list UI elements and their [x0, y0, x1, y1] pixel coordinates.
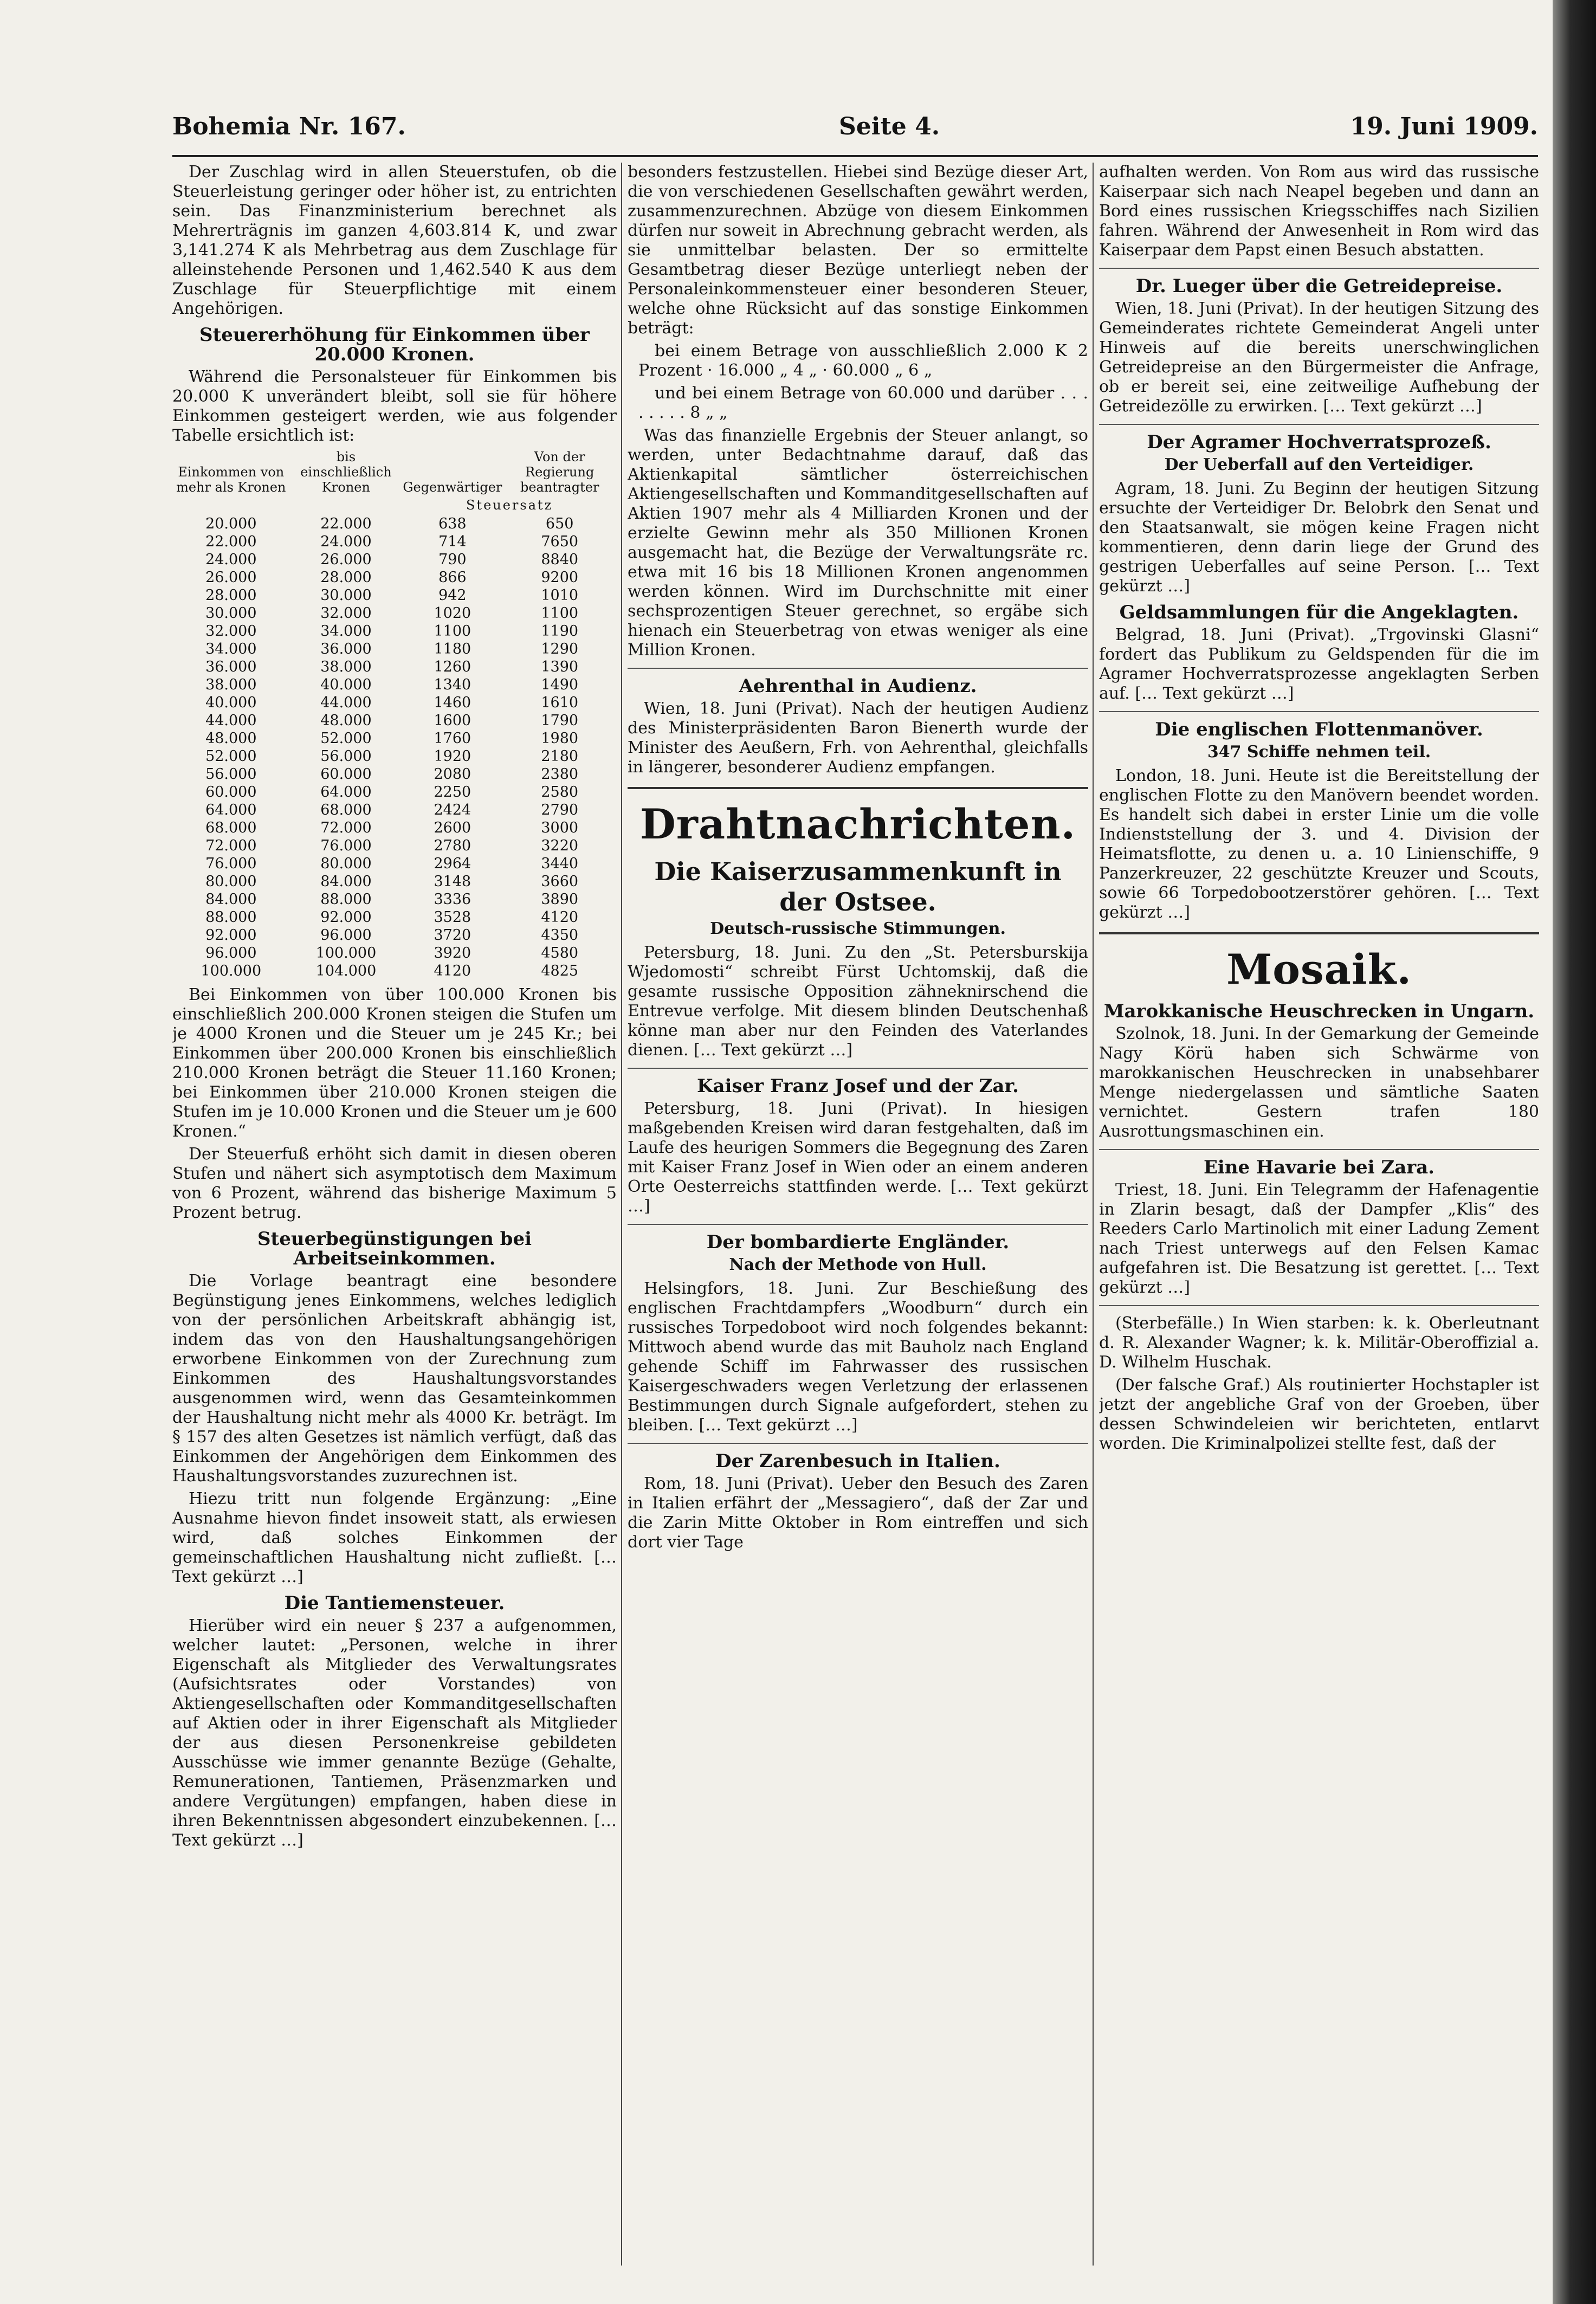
header-rule	[172, 155, 1538, 157]
table-cell: 68.000	[320, 802, 372, 818]
divider	[1099, 1305, 1539, 1306]
column-2	[628, 163, 1088, 2276]
table-row	[172, 765, 617, 783]
table-cell: 1760	[434, 730, 471, 747]
table-cell: 84.000	[205, 891, 257, 908]
table-cell: 7650	[541, 533, 579, 550]
table-header: bis einschließlich Kronen	[300, 449, 392, 495]
article-text: aufhalten werden. Von Rom aus wird das russische Kaiserpaar sich nach Neapel begeben und dann an Bord eines russischen Kriegsschiffes nach Sizilien fahren. Während der Anwesenheit in Rom wird das Kaiserpaar dem Papst einen Besuch abstatten.	[1099, 163, 1539, 260]
article-text: Triest, 18. Juni. Ein Telegramm der Hafenagentie in Zlarin besagt, daß der Dampfer „Klis“ des Reeders Carlo Martinolich mit einer Ladung Zement nach Triest unterwegs auf den Felsen Kamac aufgefahren ist. Die Besatzung ist gerettet. [… Text gekürzt …]	[1099, 1180, 1539, 1297]
table-cell: 96.000	[320, 927, 372, 944]
subheading: Deutsch-russische Stimmungen.	[710, 919, 1006, 938]
column-1	[172, 163, 617, 2276]
table-cell: 2780	[434, 837, 471, 854]
table-cell: 96.000	[205, 945, 257, 961]
article-text: Was das finanzielle Ergebnis der Steuer anlangt, so werden, unter Bedachtnahme darauf, daß das Aktienkapital sämtlicher österreichischen Aktiengesellschaften und Kommanditgesellschaften auf Aktien 1907 mehr als 4 Milliarden Kronen und der erzielte Gewinn mehr als 350 Millionen Kronen ausgemacht hat, die Bezüge der Verwaltungsräte rc. etwa mit 16 bis 18 Millionen Kronen angenommen werden können. Wird im Durchschnitte mit einer sechsprozentigen Steuer gerechnet, so ergäbe sich hienach ein Steuerbetrag von etwas weniger als eine Million Kronen.	[628, 426, 1088, 660]
table-cell: 38.000	[320, 659, 372, 675]
table-cell: 1100	[541, 605, 579, 622]
table-row	[172, 819, 617, 837]
table-cell: 52.000	[205, 748, 257, 765]
table-cell: 1020	[434, 605, 471, 622]
section-heading: Der Zarenbesuch in Italien.	[715, 1450, 1000, 1472]
rate-line: bei einem Betrage von ausschließlich 2.000 K 2 Prozent · 16.000 „ 4 „ · 60.000 „ 6 „	[638, 341, 1088, 380]
table-cell: 100.000	[201, 963, 262, 979]
article-text: Belgrad, 18. Juni (Privat). „Trgovinski Glasni“ fordert das Publikum zu Geldspenden für die im Agramer Hochverratsprozesse angeklagten Serben auf. [… Text gekürzt …]	[1099, 625, 1539, 703]
table-row	[172, 515, 617, 533]
table-cell: 2424	[434, 802, 471, 818]
table-cell: 28.000	[320, 569, 372, 586]
article-text: Helsingfors, 18. Juni. Zur Beschießung des englischen Frachtdampfers „Woodburn“ durch ein russisches Torpedoboot wird noch folgendes bekannt: Mittwoch abend wurde das mit Bauholz nach England gehende Schiff im Fahrwasser des russischen Kaisergeschwaders wegen Verletzung der erlassenen Bestimmungen durch Signale aufgefordert, stehen zu bleiben. [… Text gekürzt …]	[628, 1279, 1088, 1435]
scan-edge	[1553, 0, 1596, 2304]
tax-table	[172, 449, 617, 980]
divider	[1099, 1149, 1539, 1150]
table-header: Gegenwärtiger	[403, 480, 502, 495]
table-cell: 38.000	[205, 676, 257, 693]
table-row	[172, 730, 617, 747]
table-cell: 3528	[434, 909, 471, 926]
table-row	[172, 873, 617, 890]
table-cell: 40.000	[205, 694, 257, 711]
table-cell: 9200	[541, 569, 579, 586]
table-row	[172, 586, 617, 604]
table-cell: 4350	[541, 927, 579, 944]
article-text: Bei Einkommen von über 100.000 Kronen bis einschließlich 200.000 Kronen steigen die Stufen um je 4000 Kronen und die Steuer um je 245 Kr.; bei Einkommen über 200.000 Kronen bis einschließlich 210.000 Kronen beträgt die Steuer 11.160 Kronen; bei Einkommen über 210.000 Kronen steigen die Stufen im je 10.000 Kronen und die Steuer um je 600 Kronen.“	[172, 985, 617, 1141]
column-divider	[621, 163, 622, 2266]
table-row	[172, 944, 617, 962]
table-cell: 72.000	[205, 837, 257, 854]
article-text: (Der falsche Graf.) Als routinierter Hochstapler ist jetzt der angebliche Graf von der Groeben, über dessen Schwindeleien wir berichteten, entlarvt worden. Die Kriminalpolizei stellte fest, daß der	[1099, 1376, 1539, 1453]
table-cell: 40.000	[320, 676, 372, 693]
table-row	[172, 551, 617, 569]
article-text: (Sterbefälle.) In Wien starben: k. k. Oberleutnant d. R. Alexander Wagner; k. k. Militär-Oberoffizial a. D. Wilhelm Huschak.	[1099, 1314, 1539, 1372]
table-cell: 638	[438, 515, 467, 532]
table-cell: 4580	[541, 945, 579, 961]
table-cell: 1980	[541, 730, 579, 747]
table-row	[172, 676, 617, 694]
article-text: Hiezu tritt nun folgende Ergänzung: „Eine Ausnahme hievon findet insoweit statt, als erwiesen wird, daß solches Einkommen der gemeinschaftlichen Haushaltung nicht zufließt. [… Text gekürzt …]	[172, 1489, 617, 1586]
section-heading: Die englischen Flottenmanöver.	[1155, 719, 1483, 740]
table-cell: 2180	[541, 748, 579, 765]
table-cell: 26.000	[320, 551, 372, 568]
table-cell: 2790	[541, 802, 579, 818]
article-text: Wien, 18. Juni (Privat). In der heutigen Sitzung des Gemeinderates richtete Gemeinderat Angeli unter Hinweis auf die bereits unerschwinglichen Getreidepreise an den Bürgermeister die Anfrage, ob er bereit sei, eine zeitweilige Aufhebung der Getreidezölle zu erwirken. [… Text gekürzt …]	[1099, 299, 1539, 416]
table-row	[172, 622, 617, 640]
subheading: 347 Schiffe nehmen teil.	[1207, 743, 1431, 761]
masthead-page-number: Seite 4.	[839, 113, 940, 140]
table-cell: 64.000	[205, 802, 257, 818]
table-cell: 80.000	[320, 855, 372, 872]
table-row	[172, 640, 617, 658]
table-cell: 3220	[541, 837, 579, 854]
table-cell: 100.000	[315, 945, 377, 961]
article-text: besonders festzustellen. Hiebei sind Bezüge dieser Art, die von verschiedenen Gesellschaften gewährt werden, zusammenzurechnen. Abzüge von diesem Einkommen dürfen nur soweit in Abrechnung gebracht werden, als sie unmittelbar belasten. Der so ermittelte Gesamtbetrag dieser Bezüge unterliegt neben der Personaleinkommensteuer einer besonderen Steuer, welche ohne Rücksicht auf das sonstige Einkommen beträgt:	[628, 163, 1088, 338]
table-cell: 104.000	[315, 963, 377, 979]
masthead	[172, 107, 1538, 151]
table-cell: 36.000	[205, 659, 257, 675]
table-cell: 34.000	[320, 623, 372, 640]
table-row	[172, 604, 617, 622]
table-cell: 92.000	[205, 927, 257, 944]
divider	[1099, 932, 1539, 934]
masthead-date: 19. Juni 1909.	[1350, 113, 1538, 140]
table-cell: 80.000	[205, 873, 257, 890]
table-cell: 942	[438, 587, 467, 604]
table-row	[172, 926, 617, 944]
table-cell: 4825	[541, 963, 579, 979]
article-text: Der Zuschlag wird in allen Steuerstufen, ob die Steuerleistung geringer oder höher ist, zu entrichten sein. Das Finanzministerium berechnet als Mehrerträgnis im ganzen 4,603.814 K, und zwar 3,141.274 K als Mehrbetrag aus dem Zuschlage für alleinstehende Personen und 1,462.540 K aus dem Zuschlage für Steuerpflichtige mit einem Angehörigen.	[172, 163, 617, 318]
table-cell: 2380	[541, 766, 579, 783]
section-title: Drahtnachrichten.	[639, 800, 1076, 848]
table-cell: 2964	[434, 855, 471, 872]
table-row	[172, 533, 617, 551]
table-cell: 92.000	[320, 909, 372, 926]
table-cell: 30.000	[320, 587, 372, 604]
table-cell: 1490	[541, 676, 579, 693]
table-cell: 866	[438, 569, 467, 586]
table-cell: 72.000	[320, 819, 372, 836]
table-cell: 2600	[434, 819, 471, 836]
table-cell: 650	[545, 515, 574, 532]
table-cell: 1260	[434, 659, 471, 675]
table-header: Von der Regierung beantragter	[520, 449, 599, 495]
subheading: Nach der Methode von Hull.	[729, 1255, 987, 1274]
article-text: Petersburg, 18. Juni. Zu den „St. Petersburskija Wjedomosti“ schreibt Fürst Uchtomskij, daß die gesamte russische Opposition zähneknirschend die Entrevue verfolge. Mit diesem blinden Deutschenhaß könne man aber nur den Feinden des Vaterlandes dienen. [… Text gekürzt …]	[628, 943, 1088, 1060]
article-text: Während die Personalsteuer für Einkommen bis 20.000 K unverändert bleibt, soll sie für höhere Einkommen gesteigert werden, wie aus folgender Tabelle ersichtlich ist:	[172, 367, 617, 445]
table-cell: 84.000	[320, 873, 372, 890]
table-cell: 1920	[434, 748, 471, 765]
table-cell: 1340	[434, 676, 471, 693]
table-cell: 88.000	[205, 909, 257, 926]
table-cell: 714	[438, 533, 467, 550]
table-row	[172, 908, 617, 926]
table-cell: 24.000	[205, 551, 257, 568]
article-text: Die Vorlage beantragt eine besondere Begünstigung jenes Einkommens, welches lediglich von der persönlichen Arbeitskraft abhängig ist, indem das von den Haushaltungsangehörigen erworbene Einkommen von der Zurechnung zum Einkommen des Haushaltungsvorstandes ausgenommen wird, wenn das Gesamteinkommen der Haushaltung nicht mehr als 4000 Kr. beträgt. Im § 157 des alten Gesetzes ist nämlich verfügt, daß das Einkommen der Angehörigen dem Einkommen des Haushaltungsvorstandes zuzurechnen ist.	[172, 1272, 617, 1486]
table-cell: 52.000	[320, 730, 372, 747]
table-cell: 36.000	[320, 641, 372, 657]
table-cell: 1010	[541, 587, 579, 604]
table-cell: 4120	[541, 909, 579, 926]
article-text: Wien, 18. Juni (Privat). Nach der heutigen Audienz des Ministerpräsidenten Baron Bienerth wurde der Minister des Aeußern, Frh. von Aehrenthal, gleichfalls in längerer, besonderer Audienz empfangen.	[628, 699, 1088, 777]
table-cell: 68.000	[205, 819, 257, 836]
section-heading: Die Kaiserzusammenkunft in der Ostsee.	[654, 857, 1062, 917]
table-cell: 60.000	[205, 784, 257, 801]
divider	[1099, 711, 1539, 712]
table-cell: 32.000	[205, 623, 257, 640]
table-cell: 26.000	[205, 569, 257, 586]
table-cell: 1100	[434, 623, 471, 640]
table-cell: 32.000	[320, 605, 372, 622]
section-heading: Dr. Lueger über die Getreidepreise.	[1135, 275, 1503, 297]
divider	[628, 1068, 1088, 1069]
table-header: Einkommen von mehr als Kronen	[176, 464, 286, 495]
table-cell: 56.000	[320, 748, 372, 765]
column-3	[1099, 163, 1539, 2276]
table-cell: 1180	[434, 641, 471, 657]
table-row	[172, 712, 617, 730]
table-cell: 76.000	[320, 837, 372, 854]
table-cell: 64.000	[320, 784, 372, 801]
table-cell: 30.000	[205, 605, 257, 622]
section-heading: Die Tantiemensteuer.	[284, 1592, 505, 1614]
table-cell: 1790	[541, 712, 579, 729]
table-cell: 44.000	[320, 694, 372, 711]
table-cell: 3720	[434, 927, 471, 944]
section-heading: Geldsammlungen für die Angeklagten.	[1119, 602, 1519, 623]
table-row	[172, 694, 617, 712]
table-cell: 2580	[541, 784, 579, 801]
table-cell: 8840	[541, 551, 579, 568]
section-heading: Steuerbegünstigungen bei Arbeitseinkommen.	[257, 1228, 532, 1269]
table-row	[172, 658, 617, 676]
table-cell: 3148	[434, 873, 471, 890]
table-row	[172, 569, 617, 586]
table-cell: 4120	[434, 963, 471, 979]
table-cell: 1610	[541, 694, 579, 711]
table-cell: 2080	[434, 766, 471, 783]
table-cell: 3660	[541, 873, 579, 890]
table-cell: 28.000	[205, 587, 257, 604]
article-text: Agram, 18. Juni. Zu Beginn der heutigen Sitzung ersuchte der Verteidiger Dr. Belobrk den Senat und den Staatsanwalt, sie mögen keine Fragen nicht kommentieren, denn darin liege der Grund des gestrigen Ueberfalles auf seine Person. [… Text gekürzt …]	[1099, 479, 1539, 596]
table-subheader: Steuersatz	[466, 498, 553, 513]
table-cell: 22.000	[205, 533, 257, 550]
table-cell: 48.000	[205, 730, 257, 747]
article-text: Szolnok, 18. Juni. In der Gemarkung der Gemeinde Nagy Körü haben sich Schwärme von marokkanischen Heuschrecken in unabsehbarer Menge niedergelassen und sämtliche Saaten vernichtet. Gestern trafen 180 Ausrottungsmaschinen ein.	[1099, 1024, 1539, 1141]
table-cell: 48.000	[320, 712, 372, 729]
table-cell: 1190	[541, 623, 579, 640]
table-cell: 22.000	[320, 515, 372, 532]
article-text: Der Steuerfuß erhöht sich damit in diesen oberen Stufen und nähert sich asymptotisch dem Maximum von 6 Prozent, während das bisherige Maximum 5 Prozent betrug.	[172, 1145, 617, 1222]
rate-line: und bei einem Betrage von 60.000 und darüber . . . . . . . . 8 „ „	[638, 384, 1088, 422]
article-text: Petersburg, 18. Juni (Privat). In hiesigen maßgebenden Kreisen wird daran festgehalten, daß im Laufe des heurigen Sommers die Begegnung des Zaren mit Kaiser Franz Josef in Wien oder an einem anderen Orte Oesterreichs stattfinden werde. [… Text gekürzt …]	[628, 1099, 1088, 1216]
table-row	[172, 801, 617, 819]
section-title: Mosaik.	[1226, 945, 1412, 993]
article-text: London, 18. Juni. Heute ist die Bereitstellung der englischen Flotte zu den Manövern beendet worden. Es handelt sich dabei in erster Linie um die volle Indienststellung der 3. und 4. Division der Heimatsflotte, zu denen u. a. 10 Linienschiffe, 9 Panzerkreuzer, 22 geschützte Kreuzer und Scouts, sowie 66 Torpedobootzerstörer gehören. [… Text gekürzt …]	[1099, 766, 1539, 922]
divider	[628, 1224, 1088, 1225]
divider	[628, 668, 1088, 669]
table-cell: 3440	[541, 855, 579, 872]
table-cell: 34.000	[205, 641, 257, 657]
table-cell: 1600	[434, 712, 471, 729]
section-heading: Der Agramer Hochverratsprozeß.	[1147, 431, 1491, 453]
article-text: Rom, 18. Juni (Privat). Ueber den Besuch des Zaren in Italien erfährt der „Messagiero“, daß der Zar und die Zarin Mitte Oktober in Rom eintreffen und sich dort vier Tage	[628, 1474, 1088, 1552]
table-cell: 3890	[541, 891, 579, 908]
table-cell: 76.000	[205, 855, 257, 872]
section-heading: Steuererhöhung für Einkommen über 20.000 Kronen.	[199, 324, 590, 365]
table-cell: 790	[438, 551, 467, 568]
divider	[1099, 268, 1539, 269]
table-cell: 3920	[434, 945, 471, 961]
table-cell: 3000	[541, 819, 579, 836]
table-cell: 44.000	[205, 712, 257, 729]
column-divider	[1093, 163, 1094, 2266]
masthead-issue: Bohemia Nr. 167.	[172, 113, 406, 140]
divider	[628, 787, 1088, 789]
table-row	[172, 783, 617, 801]
table-cell: 3336	[434, 891, 471, 908]
section-heading: Eine Havarie bei Zara.	[1203, 1157, 1435, 1178]
section-heading: Aehrenthal in Audienz.	[739, 675, 977, 697]
table-cell: 24.000	[320, 533, 372, 550]
table-cell: 1460	[434, 694, 471, 711]
section-heading: Kaiser Franz Josef und der Zar.	[696, 1075, 1019, 1097]
tax-table-body	[172, 515, 617, 980]
table-cell: 2250	[434, 784, 471, 801]
article-text: Hierüber wird ein neuer § 237 a aufgenommen, welcher lautet: „Personen, welche in ihrer Eigenschaft als Mitglieder des Verwaltungsrates (Aufsichtsrates oder Vorstandes) von Aktiengesellschaften oder Kommanditgesellschaften auf Aktien oder in ihrer Eigenschaft als Mitglieder der aus diesen Personenkreise gebildeten Ausschüsse wie immer genannte Bezüge (Gehalte, Remunerationen, Tantiemen, Präsenzmarken und andere Vergütungen) empfangen, haben diese in ihren Bekenntnissen abgesondert einzubekennen. [… Text gekürzt …]	[172, 1616, 617, 1850]
table-row	[172, 837, 617, 855]
table-row	[172, 962, 617, 980]
divider	[1099, 424, 1539, 425]
table-cell: 60.000	[320, 766, 372, 783]
table-row	[172, 747, 617, 765]
subheading: Der Ueberfall auf den Verteidiger.	[1164, 455, 1474, 474]
table-cell: 20.000	[205, 515, 257, 532]
table-cell: 88.000	[320, 891, 372, 908]
table-row	[172, 890, 617, 908]
section-heading: Marokkanische Heuschrecken in Ungarn.	[1103, 1001, 1535, 1022]
table-row	[172, 855, 617, 873]
table-cell: 56.000	[205, 766, 257, 783]
section-heading: Der bombardierte Engländer.	[706, 1231, 1010, 1253]
table-cell: 1290	[541, 641, 579, 657]
divider	[628, 1443, 1088, 1444]
table-cell: 1390	[541, 659, 579, 675]
